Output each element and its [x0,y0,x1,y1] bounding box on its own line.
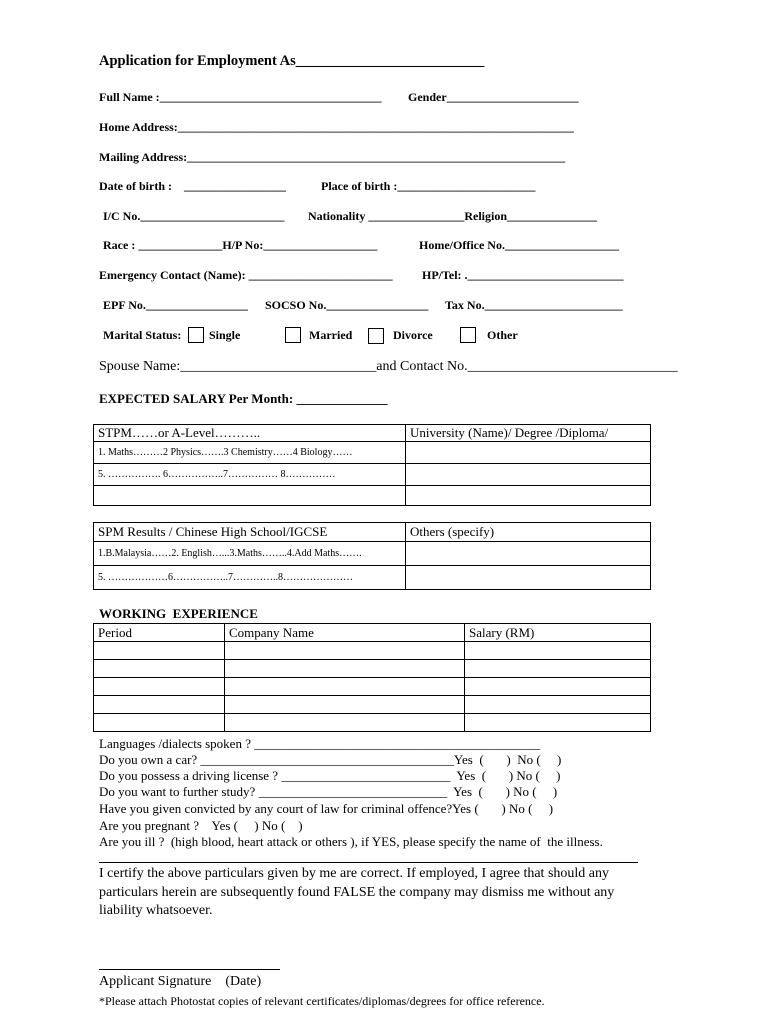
signature-label: Applicant Signature (Date) [99,974,262,989]
signature-line[interactable] [99,969,280,970]
others-cell[interactable] [406,566,651,590]
home-office-field[interactable]: Home/Office No.___________________ [419,238,619,252]
other-checkbox[interactable] [460,327,476,343]
salary-cell[interactable] [465,678,651,696]
hp-tel-field[interactable]: HP/Tel: .__________________________ [422,268,624,282]
certify-line-2: particulars herein are subsequently found FALSE the company may dismiss me without any [99,885,615,900]
further-study-question[interactable]: Do you want to further study? _____________________________ Yes ( ) No ( ) [99,784,558,799]
home-address-field[interactable]: Home Address:__________________________________________________________________ [99,120,574,134]
driving-license-question[interactable]: Do you possess a driving license ? __________________________ Yes ( ) No ( ) [99,768,561,783]
languages-question[interactable]: Languages /dialects spoken ? ____________________________________________ [99,736,541,751]
marital-status-label: Marital Status: [103,328,182,342]
salary-cell[interactable] [465,714,651,732]
period-header: Period [94,624,225,642]
ic-number-field[interactable]: I/C No.________________________ [103,209,285,223]
company-cell[interactable] [225,696,465,714]
epf-field[interactable]: EPF No._________________ [103,298,248,312]
form-title: Application for Employment As__________________________ [99,53,485,69]
stpm-subjects-row: 1. Maths………2 Physics…….3 Chemistry……4 Biology…… [94,442,406,464]
date-of-birth-label: Date of birth : [99,179,172,193]
illness-answer-line[interactable] [99,862,638,863]
company-cell[interactable] [225,714,465,732]
stpm-header: STPM……or A-Level……….. [94,425,406,442]
married-checkbox[interactable] [285,327,301,343]
period-cell[interactable] [94,642,225,660]
university-cell[interactable] [406,464,651,486]
place-of-birth-field[interactable]: Place of birth :_______________________ [321,179,536,193]
mailing-address-field[interactable]: Mailing Address:_______________________________________________________________ [99,150,566,164]
certify-line-1: I certify the above particulars given by me are correct. If employed, I agree that should any [99,866,610,881]
working-experience-heading: WORKING EXPERIENCE [99,606,258,621]
other-label: Other [487,328,518,342]
others-cell[interactable] [406,542,651,566]
spm-header: SPM Results / Chinese High School/IGCSE [94,523,406,542]
salary-header: Salary (RM) [465,624,651,642]
company-cell[interactable] [225,642,465,660]
period-cell[interactable] [94,696,225,714]
nationality-religion-field[interactable]: Nationality ________________Religion_______________ [308,209,598,223]
period-cell[interactable] [94,714,225,732]
spm-table [93,522,651,590]
spouse-field[interactable]: Spouse Name:____________________________and Contact No.______________________________ [99,359,678,374]
salary-cell[interactable] [465,660,651,678]
spm-subjects-row: 5. ………………6……………..7…………..8………………… [94,566,406,590]
socso-field[interactable]: SOCSO No._________________ [265,298,429,312]
spm-subjects-row: 1.B.Malaysia……2. English…...3.Maths……..4.Add Maths……. [94,542,406,566]
period-cell[interactable] [94,660,225,678]
expected-salary-field[interactable]: EXPECTED SALARY Per Month: ______________ [99,391,388,406]
divorce-checkbox[interactable] [368,328,384,344]
emergency-contact-field[interactable]: Emergency Contact (Name): ________________________ [99,268,393,282]
gender-field[interactable]: Gender______________________ [408,90,579,104]
stpm-table [93,424,651,506]
single-label: Single [209,328,241,342]
illness-question: Are you ill ? (high blood, heart attack or others ), if YES, please specify the name of the illness. [99,834,603,849]
race-hp-field[interactable]: Race : ______________H/P No:___________________ [103,238,378,252]
own-car-question[interactable]: Do you own a car? _______________________________________Yes ( ) No ( ) [99,752,562,767]
company-name-header: Company Name [225,624,465,642]
divorce-label: Divorce [393,328,433,342]
salary-cell[interactable] [465,696,651,714]
period-cell[interactable] [94,678,225,696]
single-checkbox[interactable] [188,327,204,343]
full-name-field[interactable]: Full Name :_____________________________________ [99,90,382,104]
tax-field[interactable]: Tax No._______________________ [445,298,623,312]
stpm-empty-cell[interactable] [94,486,406,506]
others-header: Others (specify) [406,523,651,542]
company-cell[interactable] [225,678,465,696]
university-cell[interactable] [406,486,651,506]
experience-table [93,623,651,732]
date-of-birth-field[interactable]: _________________ [184,179,286,193]
convicted-question[interactable]: Have you given convicted by any court of law for criminal offence?Yes ( ) No ( ) [99,801,554,816]
certify-line-3: liability whatsoever. [99,903,213,918]
university-cell[interactable] [406,442,651,464]
married-label: Married [309,328,353,342]
stpm-subjects-row: 5. ……………. 6……………..7…………… 8…………… [94,464,406,486]
university-header: University (Name)/ Degree /Diploma/ [406,425,651,442]
company-cell[interactable] [225,660,465,678]
pregnant-question[interactable]: Are you pregnant ? Yes ( ) No ( ) [99,818,303,833]
salary-cell[interactable] [465,642,651,660]
footnote: *Please attach Photostat copies of relevant certificates/diplomas/degrees for office reference. [99,994,545,1008]
